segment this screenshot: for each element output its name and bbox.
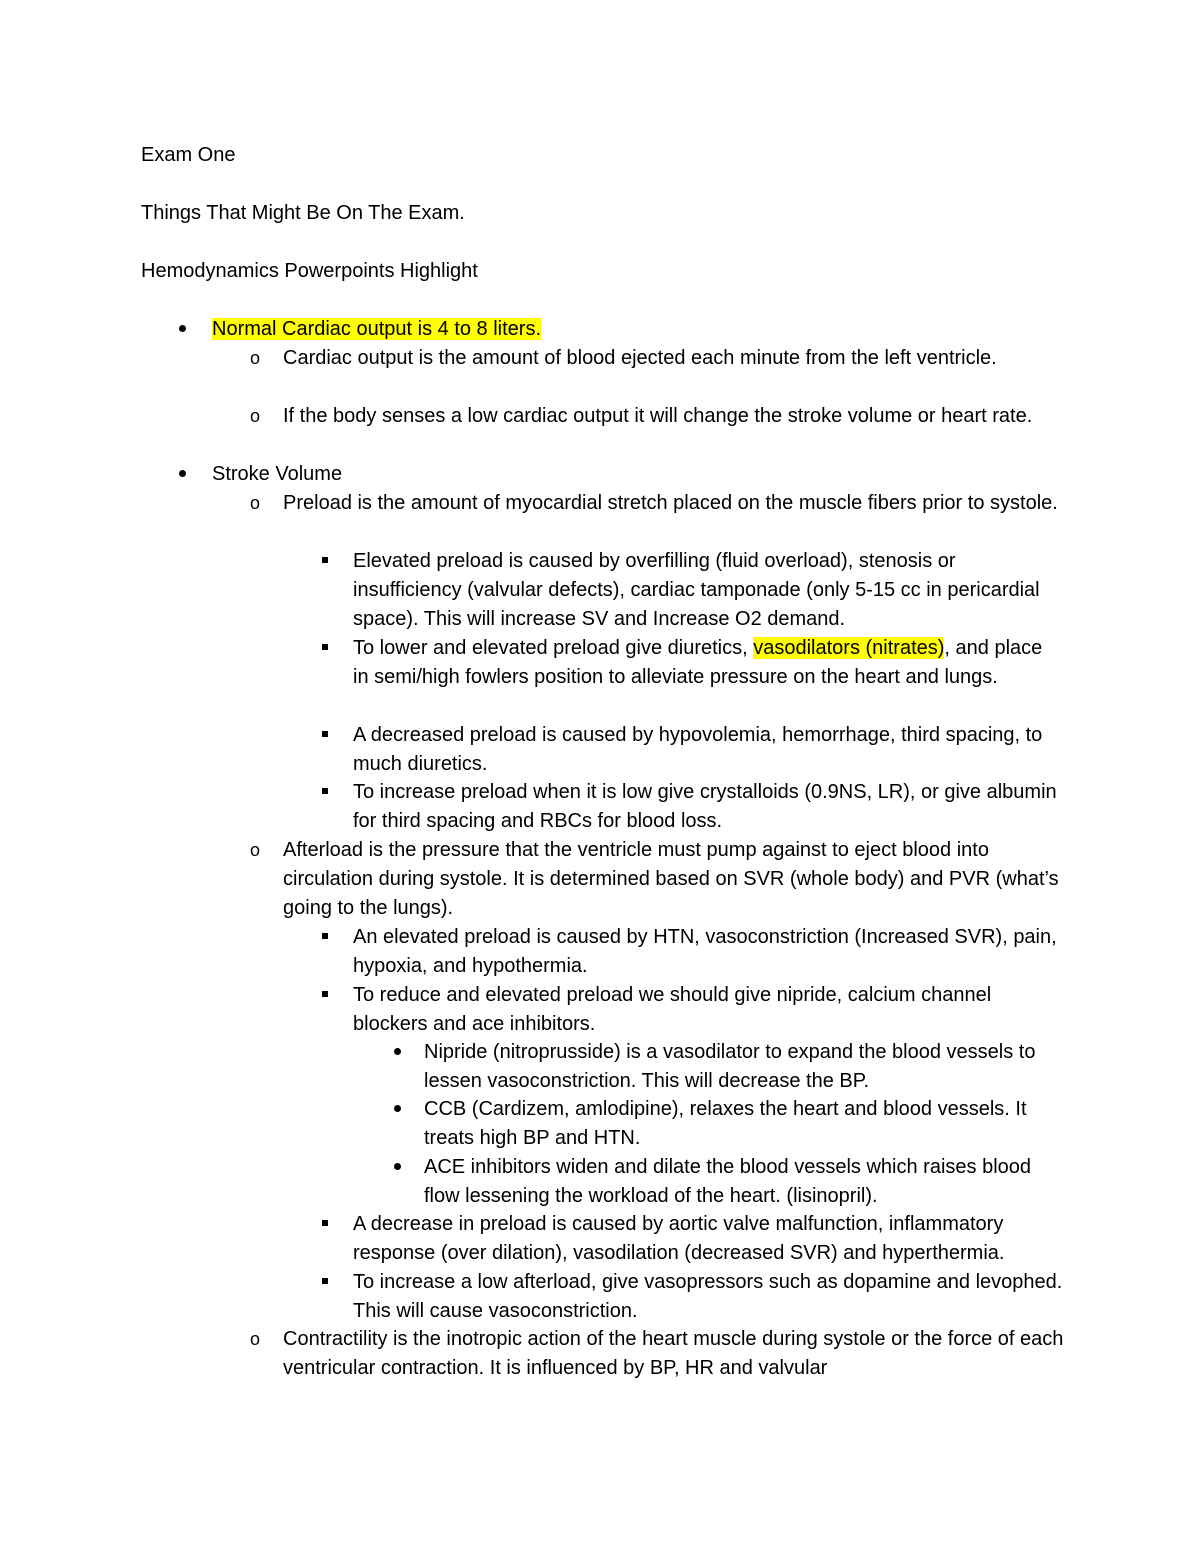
bullet-square-icon <box>313 778 337 807</box>
bullet-circle-icon: o <box>249 348 260 368</box>
list-item-ace-inhibitors <box>424 1153 1069 1211</box>
bullet-square-icon <box>313 923 337 952</box>
bullet-square-icon <box>313 547 337 576</box>
list-item-text: Afterload is the pressure that the ventricle must pump against to eject blood into circulation during systole. It is determined based on SVR (whole body) and PVR (what’s going to the lungs). <box>283 839 1059 919</box>
list-item-elevated-afterload-causes <box>353 923 1063 981</box>
list-item-elevated-preload-causes <box>353 547 1063 634</box>
bullet-square-icon <box>313 1268 337 1297</box>
list-item-text: To increase a low afterload, give vasopressors such as dopamine and levophed. This will cause vasoconstriction. <box>353 1271 1063 1322</box>
list-item-contractility <box>249 1325 1073 1383</box>
list-item-lower-preload: To lower and elevated preload give diuretics, vasodilators (nitrates), and place in semi/high fowlers position to alleviate pressure on the heart and lungs. <box>353 634 1063 692</box>
bullet-dot-icon <box>170 315 194 344</box>
list-item-text: If the body senses a low cardiac output it will change the stroke volume or heart rate. <box>283 405 1033 427</box>
list-item-preload-definition <box>249 489 1073 518</box>
list-item-text: Preload is the amount of myocardial stretch placed on the muscle fibers prior to systole. <box>283 492 1058 514</box>
bullet-circle-icon: o <box>249 406 260 426</box>
list-item-stroke-volume <box>212 460 1072 489</box>
highlighted-text: Normal Cardiac output is 4 to 8 liters. <box>212 318 542 340</box>
section-heading: Hemodynamics Powerpoints Highlight <box>141 260 478 282</box>
list-item-low-cardiac-output <box>249 402 1073 431</box>
bullet-circle-icon: o <box>249 1329 260 1349</box>
list-item-decreased-afterload-causes <box>353 1210 1068 1268</box>
document-subtitle: Things That Might Be On The Exam. <box>141 202 465 224</box>
list-item-text: To reduce and elevated preload we should give nipride, calcium channel blockers and ace inhibitors. <box>353 984 992 1035</box>
list-item-decreased-preload-causes <box>353 721 1063 779</box>
list-item-increase-preload <box>353 778 1063 836</box>
list-item-increase-afterload <box>353 1268 1063 1326</box>
bullet-dot-icon <box>385 1038 409 1067</box>
list-item-reduce-afterload <box>353 981 1063 1039</box>
bullet-dot-icon <box>385 1095 409 1124</box>
list-item-text: To increase preload when it is low give crystalloids (0.9NS, LR), or give albumin for third spacing and RBCs for blood loss. <box>353 781 1057 832</box>
bullet-square-icon <box>313 981 337 1010</box>
bullet-dot-icon <box>170 460 194 489</box>
bullet-square-icon <box>313 1210 337 1239</box>
list-item-text: Contractility is the inotropic action of the heart muscle during systole or the force of each ventricular contraction. It is influenced by BP, HR and valvular <box>283 1328 1064 1379</box>
list-item-text: A decreased preload is caused by hypovolemia, hemorrhage, third spacing, to much diuretics. <box>353 724 1043 775</box>
list-item-text: Nipride (nitroprusside) is a vasodilator to expand the blood vessels to lessen vasoconstriction. This will decrease the BP. <box>424 1041 1036 1092</box>
list-item-text: Stroke Volume <box>212 463 343 485</box>
document-title: Exam One <box>141 144 236 166</box>
highlighted-text: vasodilators (nitrates) <box>753 637 945 659</box>
bullet-circle-icon: o <box>249 840 260 860</box>
bullet-circle-icon: o <box>249 493 260 513</box>
list-item-text: ACE inhibitors widen and dilate the blood vessels which raises blood flow lessening the workload of the heart. (lisinopril). <box>424 1156 1032 1207</box>
list-item-ccb <box>424 1095 1069 1153</box>
list-item-text: Cardiac output is the amount of blood ejected each minute from the left ventricle. <box>283 347 997 369</box>
list-item-text: A decrease in preload is caused by aortic valve malfunction, inflammatory response (over dilation), vasodilation (decreased SVR) and hyperthermia. <box>353 1213 1005 1264</box>
list-item-text: Elevated preload is caused by overfilling (fluid overload), stenosis or insufficiency (valvular defects), cardiac tamponade (only 5-15 cc in pericardial space). This will increase SV and Increase O2 demand. <box>353 550 1040 630</box>
list-item-cardiac-output-definition <box>249 344 1073 373</box>
bullet-dot-icon <box>385 1153 409 1182</box>
bullet-square-icon <box>313 634 337 663</box>
list-item-nipride <box>424 1038 1069 1096</box>
bullet-square-icon <box>313 721 337 750</box>
list-item-afterload-definition <box>249 836 1073 923</box>
list-item-text: CCB (Cardizem, amlodipine), relaxes the heart and blood vessels. It treats high BP and HTN. <box>424 1098 1027 1149</box>
list-item-cardiac-output-normal <box>212 315 1072 344</box>
list-item-text: An elevated preload is caused by HTN, vasoconstriction (Increased SVR), pain, hypoxia, and hypothermia. <box>353 926 1057 977</box>
